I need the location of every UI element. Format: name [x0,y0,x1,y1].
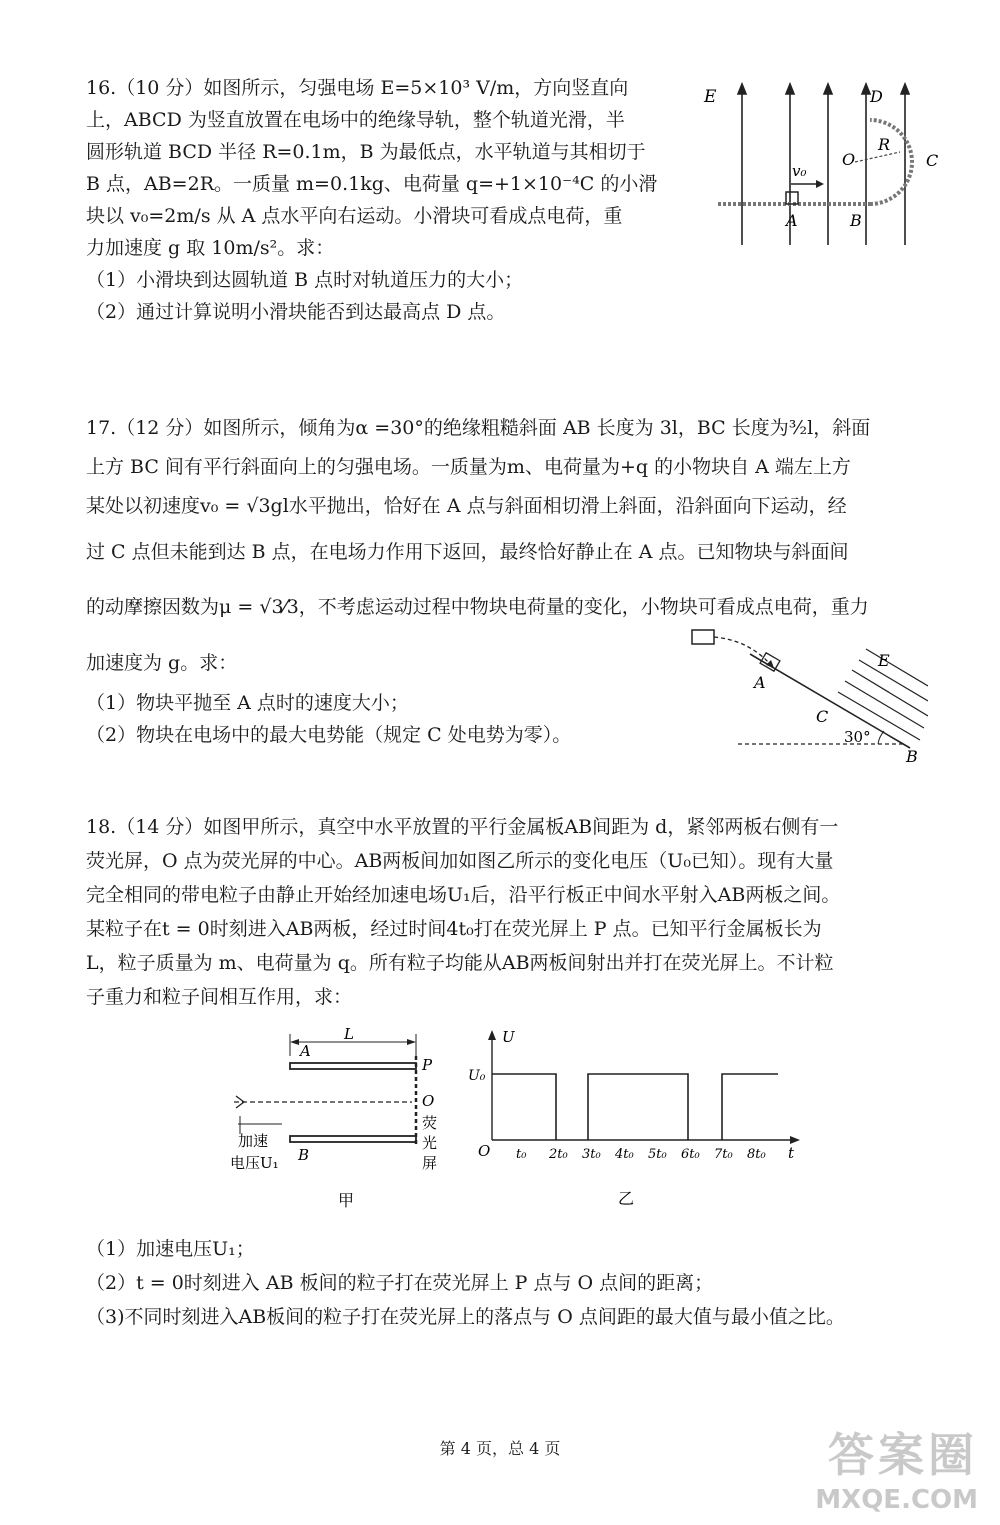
q18-jia-label-B: B [298,1146,310,1164]
q18-subquestions [86,1232,845,1334]
q18-figure-yi [468,1024,808,1216]
q18-yi-tick-label: 5t₀ [648,1147,667,1162]
q17-fig-label-A: A [754,673,766,692]
q18-line-1: 18.（14 分）如图甲所示，真空中水平放置的平行金属板AB间距为 d，紧邻两板右侧有一 [86,816,839,838]
q17-line-2: 上方 BC 间有平行斜面向上的匀强电场。一质量为m、电荷量为+q 的小物块自 A 端左上方 [86,456,851,478]
q18-sub-1: （1）加速电压U₁； [86,1238,255,1260]
q17-fig-label-B: B [906,747,918,766]
q17-figure [688,620,928,768]
q17-line-1: 17.（12 分）如图所示，倾角为α =30°的绝缘粗糙斜面 AB 长度为 3l，BC 长度为³⁄₂l，斜面 [86,417,871,439]
q18-jia-label-A: A [300,1042,311,1060]
q18-line-5: L，粒子质量为 m、电荷量为 q。所有粒子均能从AB两板间射出并打在荧光屏上。不计粒 [86,952,834,974]
q16-line-4: B 点，AB=2R。一质量 m=0.1kg、电荷量 q=+1×10⁻⁴C 的小滑 [86,173,658,195]
q18-sub-2: （2）t = 0时刻进入 AB 板间的粒子打在荧光屏上 P 点与 O 点间的距离； [86,1272,714,1294]
q16-fig-label-E: E [704,87,717,107]
q18-line-3: 完全相同的带电粒子由静止开始经加速电场U₁后，沿平行板正中间水平射入AB两板之间。 [86,884,841,906]
q18-jia-caption: 甲 [338,1191,355,1210]
q18-yi-label-U: U [502,1028,515,1046]
q18-yi-label-U0: U₀ [468,1068,486,1084]
q18-jia-screen-3: 屏 [422,1154,438,1172]
q17-sub-1: （1）物块平抛至 A 点时的速度大小； [86,692,409,714]
page-footer: 第 4 页，总 4 页 [439,1439,561,1458]
q18-yi-label-origin: O [478,1142,491,1160]
q16-line-5: 块以 v₀=2m/s 从 A 点水平向右运动。小滑块可看成点电荷，重 [86,205,623,227]
q18-jia-screen-2: 光 [422,1134,438,1152]
q16-line-1: 16.（10 分）如图所示，匀强电场 E=5×10³ V/m，方向竖直向 [86,77,629,99]
q18-yi-tick-label: 3t₀ [582,1147,601,1162]
q16-fig-label-A: A [786,211,798,230]
q18-jia-screen-1: 荧 [422,1114,438,1132]
q18-yi-tick-label: 6t₀ [681,1147,700,1162]
q16-line-3: 圆形轨道 BCD 半径 R=0.1m，B 为最低点，水平轨道与其相切于 [86,141,646,163]
q18-yi-tick-label: 8t₀ [747,1147,766,1162]
question-18 [86,810,840,1014]
watermark [815,1419,978,1515]
q18-jia-label-L: L [344,1026,354,1043]
q17-sub-2: （2）物块在电场中的最大电势能（规定 C 处电势为零）。 [86,724,572,746]
watermark-url: MXQE.COM [815,1485,978,1515]
q16-fig-label-D: D [870,87,883,106]
q17-fig-label-C: C [816,707,829,726]
q18-yi-tick-label: 2t₀ [549,1147,568,1162]
question-16 [86,72,657,328]
q17-line-4: 过 C 点但未能到达 B 点，在电场力作用下返回，最终恰好静止在 A 点。已知物块与斜面间 [86,541,849,563]
q18-jia-acc-2: 电压U₁ [230,1154,279,1172]
q18-yi-tick-label: 7t₀ [714,1147,733,1162]
q18-jia-acc-1: 加速 [238,1132,269,1150]
q18-figure-jia [226,1026,456,1216]
q16-sub-2: （2）通过计算说明小滑块能否到达最高点 D 点。 [86,301,506,323]
q16-fig-label-B: B [850,211,862,230]
q16-fig-label-C: C [926,151,939,170]
q17-fig-label-angle: 30° [844,728,871,746]
q18-yi-label-t: t [788,1144,795,1162]
q17-line-5: 的动摩擦因数为μ = √3⁄3，不考虑运动过程中物块电荷量的变化，小物块可看成点电荷，重力 [86,596,869,618]
q16-line-2: 上，ABCD 为竖直放置在电场中的绝缘导轨，整个轨道光滑，半 [86,109,625,131]
watermark-logo: 答案圈 [828,1428,978,1482]
q16-fig-label-R: R [878,135,891,154]
q18-jia-label-O: O [422,1092,435,1110]
q18-jia-label-P: P [422,1056,433,1074]
q16-figure [700,80,960,250]
q16-fig-label-v0: v₀ [792,162,807,180]
q18-yi-tick-label: t₀ [516,1147,527,1162]
q18-line-4: 某粒子在t = 0时刻进入AB两板，经过时间4t₀打在荧光屏上 P 点。已知平行金属板长为 [86,918,822,940]
q17-line-3: 某处以初速度v₀ = √3gl水平抛出，恰好在 A 点与斜面相切滑上斜面，沿斜面向下运动，经 [86,495,847,517]
q18-yi-caption: 乙 [618,1189,635,1208]
q18-line-6: 子重力和粒子间相互作用，求： [86,986,353,1008]
q18-line-2: 荧光屏，O 点为荧光屏的中心。AB两板间加如图乙所示的变化电压（U₀已知）。现有大量 [86,850,834,872]
q17-line-6: 加速度为 g。求： [86,652,238,674]
q16-fig-label-O: O [842,150,856,169]
q17-fig-label-E: E [878,651,890,670]
q16-line-6: 力加速度 g 取 10m/s²。求： [86,237,335,259]
q16-sub-1: （1）小滑块到达圆轨道 B 点时对轨道压力的大小； [86,269,524,291]
q18-yi-tick-label: 4t₀ [615,1147,634,1162]
q18-sub-3: （3)不同时刻进入AB板间的粒子打在荧光屏上的落点与 O 点间距的最大值与最小值之比。 [86,1306,845,1328]
